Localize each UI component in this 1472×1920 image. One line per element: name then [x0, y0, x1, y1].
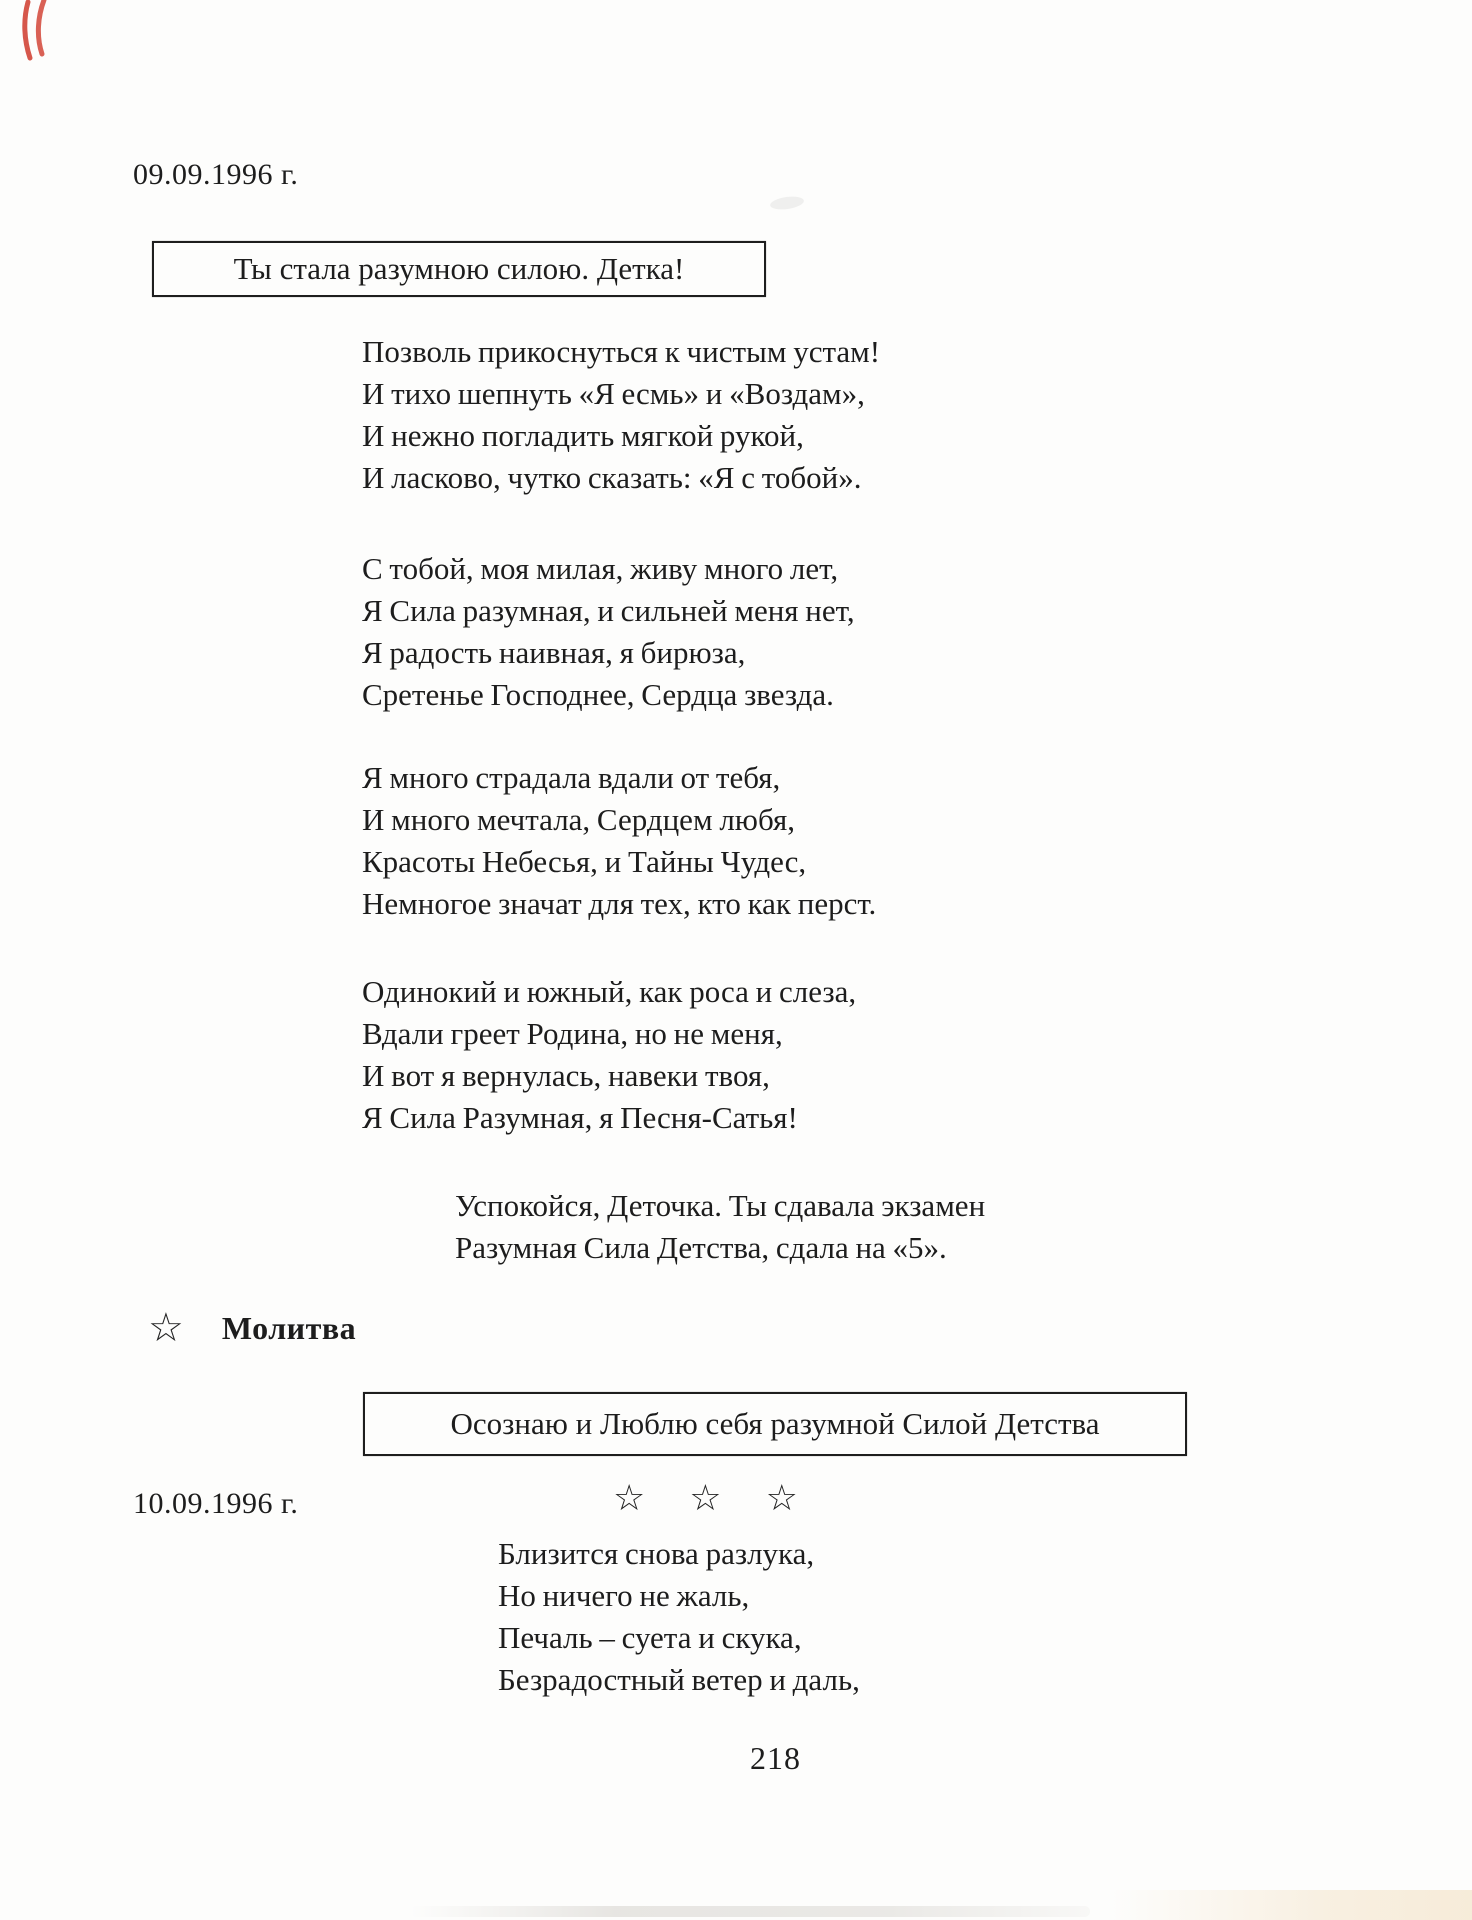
poem-line: С тобой, моя милая, живу много лет,: [362, 551, 839, 586]
poem-line: Я радость наивная, я бирюза,: [362, 635, 746, 670]
scan-smudge-bottom: [410, 1906, 1090, 1917]
boxed-affirmation-1: [152, 241, 766, 297]
poem-line: И ласково, чутко сказать: «Я с тобой».: [362, 460, 862, 495]
poem-line: Успокойся, Деточка. Ты сдавала экзамен: [455, 1188, 986, 1223]
poem-line: Безрадостный ветер и даль,: [498, 1662, 860, 1697]
boxed-affirmation-2-text: Осознаю и Люблю себя разумной Силой Детства: [450, 1406, 1100, 1441]
poem-stanza-3: [362, 757, 876, 925]
star-icon: ☆: [689, 1478, 722, 1518]
poem-line: И много мечтала, Сердцем любя,: [362, 802, 795, 837]
scan-smudge: [769, 195, 804, 212]
star-icon: ☆: [613, 1478, 646, 1518]
poem-line: Вдали греет Родина, но не меня,: [362, 1016, 783, 1051]
entry-date-2: 10.09.1996 г.: [133, 1487, 299, 1520]
poem-line: Немногое значат для тех, кто как перст.: [362, 886, 877, 921]
poem-line: И нежно погладить мягкой рукой,: [362, 418, 804, 453]
stars-separator: [613, 1477, 798, 1519]
poem-line: Я Сила Разумная, я Песня-Сатья!: [362, 1100, 798, 1135]
poem-line: Близится снова разлука,: [498, 1536, 815, 1571]
poem-line: Одинокий и южный, как роса и слеза,: [362, 974, 857, 1009]
entry-date-1: 09.09.1996 г.: [133, 158, 299, 191]
poem-line: И тихо шепнуть «Я есмь» и «Воздам»,: [362, 376, 865, 411]
poem-line: Я Сила разумная, и сильней меня нет,: [362, 593, 855, 628]
poem-line: Но ничего не жаль,: [498, 1578, 750, 1613]
page-number: 218: [750, 1740, 801, 1776]
poem-line: Разумная Сила Детства, сдала на «5».: [455, 1230, 947, 1265]
poem-closing-couplet: [455, 1185, 985, 1269]
poem-line: Печаль – суета и скука,: [498, 1620, 802, 1655]
scan-smudge-corner: [1110, 1890, 1472, 1920]
poem-line: Я много страдала вдали от тебя,: [362, 760, 781, 795]
boxed-affirmation-1-text: Ты стала разумною силою. Детка!: [233, 251, 685, 286]
poem-line: Позволь прикоснуться к чистым устам!: [362, 334, 881, 369]
boxed-affirmation-2: [363, 1392, 1187, 1456]
star-icon: ☆: [148, 1305, 184, 1350]
poem-line: Сретенье Господнее, Сердца звезда.: [362, 677, 834, 712]
poem-line: И вот я вернулась, навеки твоя,: [362, 1058, 770, 1093]
prayer-heading: [148, 1305, 357, 1350]
red-pen-mark: [18, 0, 58, 64]
poem-line: Красоты Небесья, и Тайны Чудес,: [362, 844, 807, 879]
poem-stanza-1: [362, 331, 880, 499]
prayer-heading-text: Молитва: [221, 1309, 357, 1346]
poem-stanza-4: [362, 971, 856, 1139]
poem-stanza-2: [362, 548, 855, 716]
star-icon: ☆: [765, 1478, 798, 1518]
poem-stanza-5: [498, 1533, 860, 1701]
